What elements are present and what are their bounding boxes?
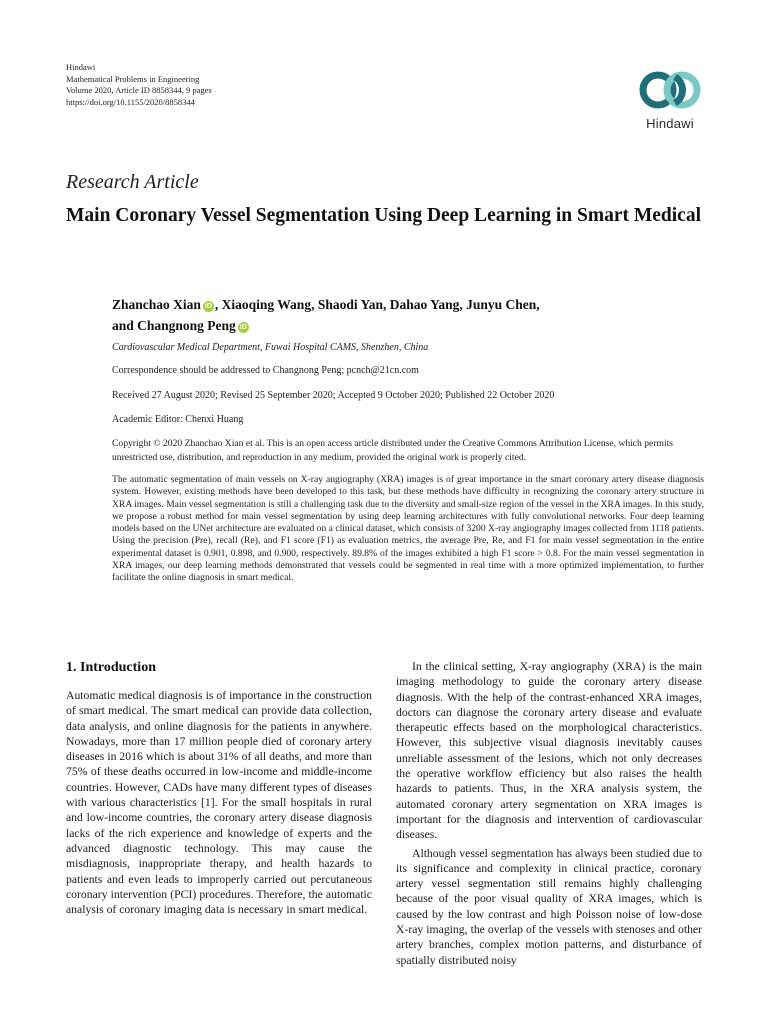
hindawi-logo — [635, 64, 715, 134]
intro-paragraph-1: Automatic medical diagnosis is of importance in the construction of smart medical. The smart medical can provide data collection, data analysis, and online diagnosis for the patients in anywhere. Nowadays, more than 17 million people died of coronary artery diseases in 2016 which is about 31% of all deaths, and more than 75% of these deaths occurred in low-income and middle-income countries. However, CADs have many different types of diseases with various characteristics [1]. For the small hospitals in rural and low-income countries, the coronary artery disease diagnosis lacks of the rich experience and knowledge of experts and the advanced diagnostic technology. This may cause the misdiagnosis, inappropriate therapy, and health hazards to patients and even leads to improperly carried out percutaneous coronary intervention (PCI) procedures. Therefore, the automatic analysis of coronary imaging data is necessary in smart medical. — [66, 689, 372, 917]
author-rest[interactable]: , Xiaoqing Wang, Shaodi Yan, Dahao Yang, Junyu Chen, — [214, 297, 540, 312]
section-heading: 1. Introduction — [66, 660, 156, 675]
copyright-notice: Copyright © 2020 Zhanchao Xian et al. This is an open access article distributed under the Creative Commons Attribution License, which permits unrestricted use, distribution, and reproduction in any medium, provided the original work is properly cited. — [112, 438, 674, 463]
academic-editor: Academic Editor: Chenxi Huang — [112, 414, 244, 425]
article-type: Research Article — [66, 171, 199, 193]
intro-paragraph-2: In the clinical setting, X-ray angiography (XRA) is the main imaging methodology to guide the coronary artery disease diagnosis. With the help of the contrast-enhanced XRA images, doctors can diagnose the coronary artery disease and evaluate therapeutic effects based on the morphological characteristics. However, this subjective visual diagnosis inevitably causes unreliable assessment of the lesions, which not only decreases the operative workflow efficiency but also raises the health hazards to patients. Thus, in the XRA analysis system, the automated coronary artery segmentation on XRA images is important for the diagnosis and intervention of cardiovascular diseases. — [396, 660, 702, 842]
author-first[interactable]: Zhanchao Xian — [112, 297, 201, 312]
intro-paragraph-3: Although vessel segmentation has always been studied due to its significance and complexity in clinical practice, coronary artery vessel segmentation still remains highly challenging because of the poor visual quality of XRA images, which is caused by the low contrast and high Poisson noise of low-dose X-ray imaging, the overlap of the vessels with stenoses and other artery branches, complex motion patterns, and disturbance of spatially distributed noisy — [396, 846, 702, 967]
orcid-icon[interactable]: iD — [204, 303, 212, 310]
publisher-name: Hindawi — [66, 62, 96, 72]
author-list — [112, 294, 712, 336]
abstract: The automatic segmentation of main vessels on X-ray angiography (XRA) images is of great importance in the smart coronary artery disease diagnosis system. However, existing methods have been developed to this task, but these methods have difficulty in recognizing the coronary artery structure in XRA images. Main vessel segmentation is still a challenging task due to the diversity and small-size region of the vessel in the XRA images. In this study, we propose a robust method for main vessel segmentation by using deep learning architectures with fully convolutional networks. Four deep learning models based on the UNet architecture are evaluated on a clinical dataset, which consists of 3200 X-ray angiography images collected from 1118 patients. Using the precision (Pre), recall (Re), and F1 score (F1) as evaluation metrics, the average Pre, Re, and F1 for main vessel segmentation in the entire experimental dataset is 0.901, 0.898, and 0.900, respectively. 89.8% of the images exhibited a high F1 score > 0.8. For the main vessel segmentation in XRA images, our deep learning methods demonstrated that vessels could be segmented in real time with a more optimized implementation, to further facilitate the online diagnosis in smart medical. — [112, 474, 704, 584]
author-last[interactable]: and Changnong Peng — [112, 318, 236, 333]
journal-meta — [66, 62, 212, 108]
hindawi-logo-icon — [635, 64, 705, 116]
orcid-icon[interactable]: iD — [239, 324, 247, 331]
affiliation: Cardiovascular Medical Department, Fuwai Hospital CAMS, Shenzhen, China — [112, 342, 429, 353]
volume-line: Volume 2020, Article ID 8858344, 9 pages — [66, 85, 212, 95]
journal-name: Mathematical Problems in Engineering — [66, 73, 200, 84]
right-column — [396, 659, 702, 968]
logo-text: Hindawi — [646, 116, 694, 131]
correspondence: Correspondence should be addressed to Changnong Peng; pcnch@21cn.com — [112, 365, 419, 376]
publication-dates: Received 27 August 2020; Revised 25 September 2020; Accepted 9 October 2020; Published 22 October 2020 — [112, 390, 555, 401]
doi-link[interactable]: https://doi.org/10.1155/2020/8858344 — [66, 96, 195, 107]
left-column — [66, 688, 372, 917]
paper-title: Main Coronary Vessel Segmentation Using Deep Learning in Smart Medical — [66, 205, 702, 226]
